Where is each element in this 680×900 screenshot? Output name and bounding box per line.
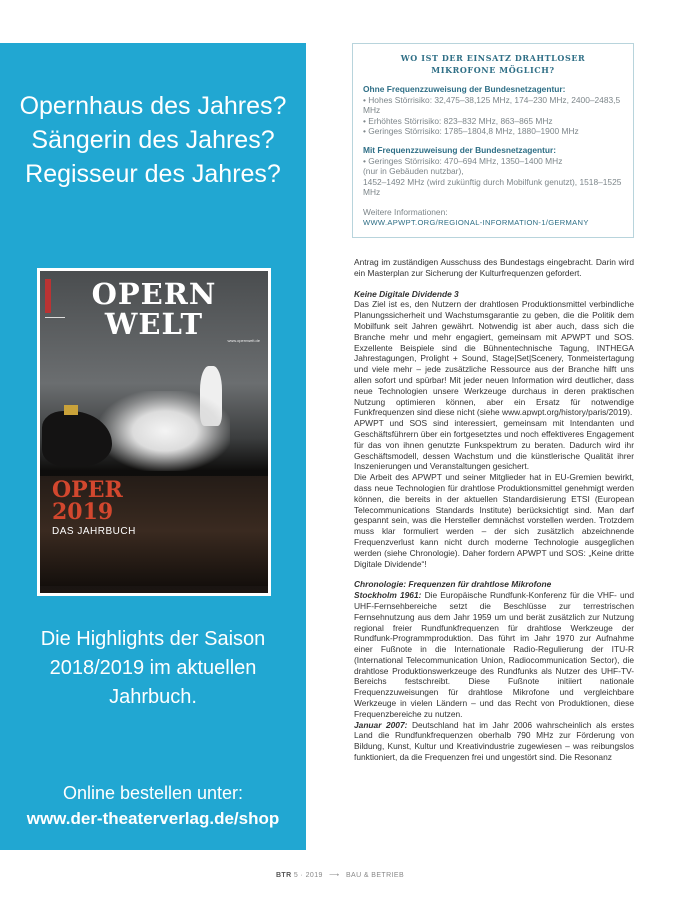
info-box-title-line: MIKROFONE MÖGLICH? — [431, 65, 555, 75]
list-item: (nur in Gebäuden nutzbar), — [363, 166, 464, 177]
magazine-title-line: WELT — [104, 307, 204, 341]
article-paragraph — [354, 590, 634, 720]
list-item: • Erhöhtes Störrisiko: 823–832 MHz, 863–865 MHz — [363, 115, 553, 126]
section-heading: Chronologie: Frequenzen für drahtlose Mikrofone — [354, 579, 552, 590]
section-heading: Keine Digitale Dividende 3 — [354, 288, 459, 299]
more-info-label: Weitere Informationen: — [363, 207, 448, 217]
jahrbuch-cover-image[interactable] — [37, 268, 271, 596]
chronology-date: Januar 2007: — [354, 719, 408, 730]
list-item: • Geringes Störrisiko: 470–694 MHz, 1350–1400 MHz — [363, 155, 563, 166]
article-paragraph: Antrag im zuständigen Ausschuss des Bundestags eingebracht. Darin wird ein Masterplan zur Sicherung der Kulturfrequenzen gefordert. — [354, 257, 634, 278]
magazine-title — [40, 279, 268, 339]
list-item: • Geringes Störrisiko: 1785–1804,8 MHz, 1880–1900 MHz — [363, 126, 579, 137]
ad-highlight-line: Die Highlights der Saison — [40, 628, 266, 650]
ad-question: Regisseur des Jahres? — [25, 160, 281, 188]
list-item: 1452–1492 MHz (wird zukünftig durch Mobilfunk genutzt), 1518–1525 MHz — [363, 176, 622, 198]
jahrbuch-subtitle: DAS JAHRBUCH — [52, 526, 136, 537]
article-paragraph — [354, 720, 634, 763]
chronology-text: Deutschland hat im Jahr 2006 wahrscheinlich als erstes Land die Rundfunkfrequenzen oberhalb 790 MHz zur Förderung von Bildung, Kunst, Kultur und Kreativindustrie zugewiesen – was reibungslos funktioniert, da die Frequenzen frei und ungestört sind. Die Resonanz — [354, 719, 635, 763]
crown-icon — [64, 405, 78, 415]
issue-number: 5 · 2019 — [293, 872, 323, 879]
with-assignment-section — [363, 145, 627, 198]
ad-highlights — [0, 625, 306, 712]
ad-highlight-line: Jahrbuch. — [109, 686, 197, 708]
jahrbuch-title — [52, 479, 123, 523]
ad-question: Opernhaus des Jahres? — [19, 92, 287, 120]
jahrbuch-title-line: OPER — [52, 477, 123, 503]
magazine-name: BTR — [275, 872, 292, 879]
article-body — [354, 257, 634, 763]
advertisement-panel — [0, 43, 306, 850]
shop-link[interactable]: www.der-theaterverlag.de/shop — [26, 809, 280, 828]
apwpt-link[interactable]: WWW.APWPT.ORG/REGIONAL-INFORMATION-1/GERMANY — [363, 217, 589, 227]
ad-questions — [0, 89, 306, 191]
order-label: Online bestellen unter: — [62, 783, 244, 803]
section-heading: Mit Frequenzzuweisung der Bundesnetzagentur: — [363, 145, 557, 155]
magazine-url: www.opernwelt.de — [227, 338, 260, 343]
more-info-section — [363, 207, 627, 228]
chronology-date: Stockholm 1961: — [354, 590, 422, 601]
section-heading: Ohne Frequenzzuweisung der Bundesnetzagentur: — [363, 84, 566, 94]
without-assignment-section — [363, 84, 627, 137]
article-paragraph: APWPT und SOS sind interessiert, gemeinsam mit Intendanten und Geschäftsführern über ein fortgesetztes und noch effektiveres Engagement für das von ihnen genutzte Funkspektrum zu beraten. Dadurch wird ihr Geschäftsmodell, dessen Wachstum und die künstlerische Qualität ihrer Inszenierungen und Veranstaltungen gesichert. — [354, 418, 634, 472]
chronology-text: Die Europäische Rundfunk-Konferenz für die VHF- und UHF-Fernsehbereiche setzt die Beschlüsse zur terrestrischen Fernsehnutzung aus dem Jahr 1959 um und berät zusätzlich zur Nutzung regional freier Rundfunkfrequenzen für drahtlose Werkzeuge der Rundfunk-Programmproduktion. Das führt im Jahr 1970 zur Aufnahme einer Fußnote in die Internationale Radio-Regulierung der ITU-R (International Telecommunication Union, Radiocommunication Sector), die drahtlose Produktionswerkzeuge des Rundfunks als Nutzer des UHF-TV-Bereichs festschreibt. Diese Fußnote initiiert nationale Frequenzzuweisungen für drahtlose Mikrofone und vergleichbare Werkzeuge in vielen Ländern – und das Recht von Produktionen, diese Frequenzbereiche zu nutzen. — [354, 590, 634, 719]
page-footer — [0, 871, 680, 879]
list-item: • Hohes Störrisiko: 32,475–38,125 MHz, 174–230 MHz, 2400–2483,5 MHz — [363, 94, 621, 116]
section-name: BAU & BETRIEB — [345, 872, 405, 879]
article-paragraph: Das Ziel ist es, den Nutzern der drahtlosen Produktionsmittel verbindliche Planungssicherheit und Wachstumsgarantie zu geben, die die Politik dem Mobilfunk seit Jahren gewährt. Notwendig ist aber auch, dass sich die Branche mehr und mehr engagiert, gemeinsam mit APWPT und SOS. Exzellente Beispiele sind die Bühnentechnische Tagung, INTHEGA Jahrestagungen, Prolight + Sound, Stage|Set|Scenery, Tonmeistertagung und viele mehr – jede zusätzliche Ressource aus der Branche hilft uns allen sofort und spürbar! Mit jeder neuen Information wird deutlicher, dass neue Technologien unsere Werkzeuge durchaus in deren praktischen Nutzung optimieren können, aber ein Ersatz für notwendige Funkfrequenzen sind diese nicht (siehe www.apwpt.org/history/paris/2019). — [354, 299, 634, 418]
water-splash — [100, 391, 230, 471]
ad-question: Sängerin des Jahres? — [31, 126, 275, 154]
info-box-title-line: WO IST DER EINSATZ DRAHTLOSER — [400, 53, 586, 63]
article-paragraph: Die Arbeit des APWPT und seiner Mitglieder hat in EU-Gremien bewirkt, dass neue Technologien für drahtlose Produktionsmittel genehmigt werden können, die bereits in der aktuellen Standardisierung ETSI (European Telecommunications Standards Institute) berücksichtigt sind. Man darf gespannt sein, was die Hersteller demnächst vorstellen werden. Trotzdem muss klar formuliert werden – der sich zusätzlich abzeichnende Frequenzverlust kann nicht durch moderne Technologie ausgeglichen werden (siehe Chronologie). Daher fordern APWPT und SOS: „Keine dritte Digitale Dividende“! — [354, 472, 634, 569]
frequency-info-box — [352, 43, 634, 238]
jahrbuch-title-line: 2019 — [52, 499, 114, 525]
info-box-title — [353, 52, 633, 76]
ad-highlight-line: 2018/2019 im aktuellen — [49, 657, 257, 679]
arrow-right-icon: ⟶ — [329, 872, 340, 879]
ad-order — [0, 780, 306, 832]
magazine-title-line: OPERN — [91, 277, 217, 311]
